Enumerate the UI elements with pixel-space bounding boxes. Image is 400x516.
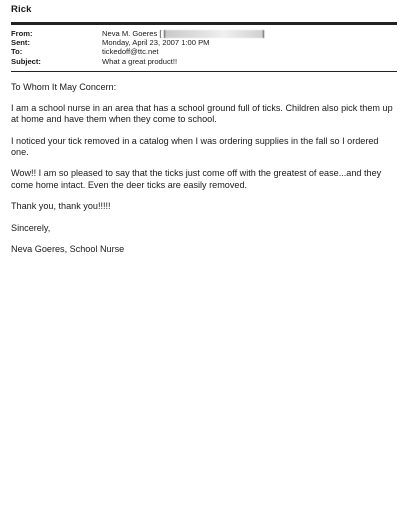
- subject-label: Subject:: [11, 56, 41, 66]
- subject-row: [11, 57, 264, 66]
- subject-value: What a great product!!: [102, 56, 178, 66]
- to-value: tickedoff@ttc.net: [102, 47, 159, 57]
- letter-salutation: To Whom It May Concern:: [11, 82, 117, 92]
- sent-label: Sent:: [11, 38, 30, 48]
- from-row: [11, 29, 264, 38]
- from-name: Neva M. Goeres [: [102, 29, 162, 38]
- letter-thanks: Thank you, thank you!!!!!: [11, 201, 111, 212]
- to-label: To:: [11, 47, 23, 57]
- letter-paragraph-3: Wow!! I am so pleased to say that the ticks just come off with the greatest of ease...and they come home intact. Even the deer ticks are easily removed.: [11, 168, 382, 190]
- from-label: From:: [11, 29, 33, 38]
- header-top-rule: [11, 22, 397, 25]
- sent-row: [11, 38, 264, 47]
- header-bottom-rule: [11, 71, 397, 72]
- letter-body: [11, 82, 396, 266]
- email-header-fields: [11, 29, 264, 66]
- letter-closing: Sincerely,: [11, 222, 51, 233]
- letter-signature: Neva Goeres, School Nurse: [11, 244, 125, 255]
- sent-value: Monday, April 23, 2007 1:00 PM: [102, 38, 210, 48]
- to-row: [11, 47, 264, 56]
- redacted-email-address: [164, 30, 264, 38]
- mailbox-owner-name: Rick: [11, 4, 32, 15]
- from-value: [102, 29, 264, 38]
- letter-paragraph-1: I am a school nurse in an area that has a school ground full of ticks. Children also pick them up at home and have them when they come to school.: [11, 102, 393, 124]
- letter-paragraph-2: I noticed your tick removed in a catalog when I was ordering supplies in the fall so I ordered one.: [11, 135, 379, 157]
